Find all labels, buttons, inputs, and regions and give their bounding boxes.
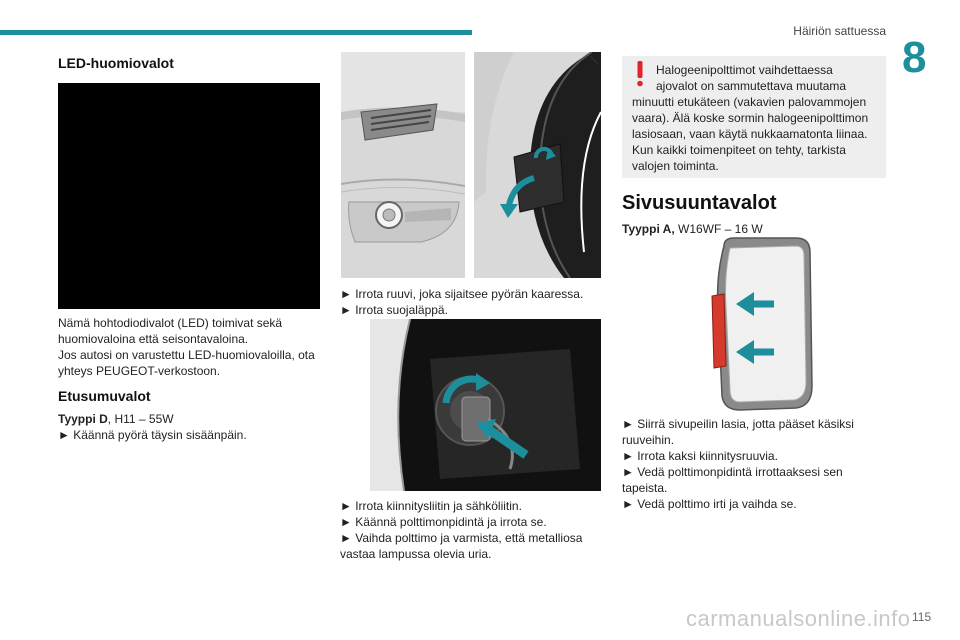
chapter-number: 8: [902, 33, 927, 82]
front-fog-title: Etusumuvalot: [58, 388, 151, 404]
led-lights-image: [58, 83, 320, 309]
warning-notice: [622, 56, 886, 178]
step-replace-bulb: ► Vaihda polttimo ja varmista, että metalliosa: [340, 531, 583, 545]
step-remove-screws: ► Irrota kaksi kiinnitysruuvia.: [622, 449, 778, 463]
side-indicator-steps: ► Siirrä sivupeilin lasia, jotta pääset käsiksi ruuveihin. ► Irrota kaksi kiinnitysruuvia. ► Vedä polttimonpidintä irrottaaksesi sen tapeista. ► Vedä polttimo irti ja vaihda se.: [622, 416, 886, 512]
step-remove-screw: ► Irrota ruuvi, joka sijaitsee pyörän kaaressa.: [340, 287, 584, 301]
step-remove-connector: ► Irrota kiinnitysliitin ja sähköliitin.: [340, 499, 522, 513]
fog-lamp-bulb-image: [370, 319, 601, 491]
page-number: 115: [912, 610, 932, 624]
led-description: Nämä hohtodiodivalot (LED) toimivat sekä huomiovaloina että seisontavaloina. Jos autosi on varustettu LED-huomiovaloilla, ota yhteys PEUGEOT-verkostoon.: [58, 316, 315, 378]
led-section-title: LED-huomiovalot: [58, 55, 174, 71]
wheel-arch-screw-image: [474, 52, 601, 278]
side-indicator-title: Sivusuuntavalot: [622, 192, 777, 214]
column-2-steps-a: [340, 286, 602, 318]
warning-exclamation-icon: [635, 61, 645, 87]
side-indicator-section: [622, 192, 886, 237]
header-rule: [0, 30, 472, 35]
front-fog-step-1: ► Käännä pyörä täysin sisäänpäin.: [58, 428, 247, 442]
step-turn-holder: ► Käännä polttimonpidintä ja irrota se.: [340, 515, 547, 529]
watermark: carmanualsonline.info: [686, 606, 911, 631]
side-mirror-image: [700, 236, 820, 412]
step-pull-holder: ► Vedä polttimonpidintä irrottaaksesi sen: [622, 465, 843, 479]
column-1: [58, 55, 320, 71]
front-fog-type: Tyyppi D, H11 – 55W: [58, 412, 174, 426]
side-indicator-type: Tyyppi A, W16WF – 16 W: [622, 222, 763, 236]
notice-text: Halogeenipolttimot vaihdettaessa ajovalot on sammutettava muutama minuutti etukäteen (vakavien palovammojen vaara). Älä koske sormin halogeenipolttimon lasiosaan, vaan käytä nukkaamatonta liinaa. Kun kaikki toimenpiteet on tehty, tarkista valojen toiminta.: [632, 63, 869, 173]
step-remove-flap: ► Irrota suojaläppä.: [340, 303, 448, 317]
front-fog-section: [58, 388, 320, 443]
step-move-mirror: ► Siirrä sivupeilin lasia, jotta pääset käsiksi: [622, 417, 854, 431]
header-title: Häiriön sattuessa: [793, 24, 886, 38]
bumper-fog-light-image: [341, 52, 465, 278]
step-replace-indicator-bulb: ► Vedä polttimo irti ja vaihda se.: [622, 497, 797, 511]
column-2-steps-b: ► Irrota kiinnitysliitin ja sähköliitin. ► Käännä polttimonpidintä ja irrota se. ► Vaihda polttimo ja varmista, että metalliosa vastaa lampussa olevia uria.: [340, 498, 602, 562]
